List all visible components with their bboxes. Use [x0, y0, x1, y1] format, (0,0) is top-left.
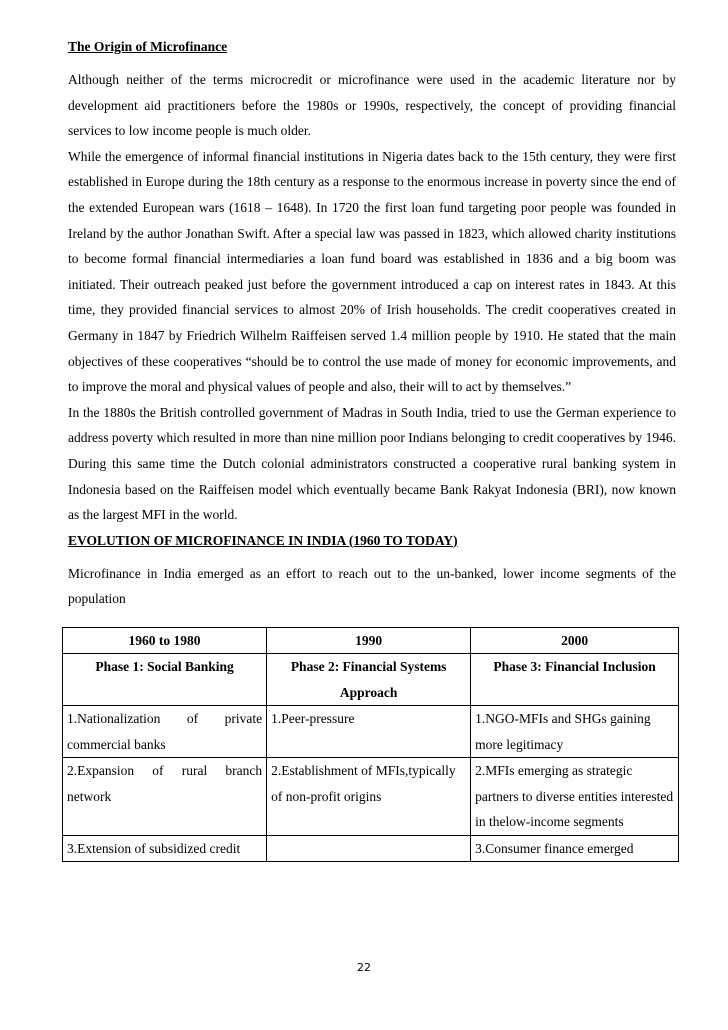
phase-header: Phase 3: Financial Inclusion: [471, 654, 679, 706]
table-header-years: [63, 627, 679, 654]
table-header-phases: [63, 654, 679, 706]
table-cell: [267, 835, 471, 862]
table-cell: 2.Establishment of MFIs,typically of non-profit origins: [267, 758, 471, 836]
table-cell: 1.Nationalization of private commercial banks: [63, 706, 267, 758]
table-cell: 2.Expansion of rural branch network: [63, 758, 267, 836]
phase-header: Phase 1: Social Banking: [63, 654, 267, 706]
section-heading-evolution: EVOLUTION OF MICROFINANCE IN INDIA (1960 TO TODAY): [68, 532, 458, 548]
table-cell: 3.Consumer finance emerged: [471, 835, 679, 862]
spacer: [68, 60, 676, 67]
year-header: 1990: [267, 627, 471, 654]
phases-table: [62, 627, 679, 863]
table-row: [63, 758, 679, 836]
table-cell: 3.Extension of subsidized credit: [63, 835, 267, 862]
paragraph-origin-3: In the 1880s the British controlled government of Madras in South India, tried to use the German experience to address poverty which resulted in more than nine million poor Indians belonging to credit cooperatives by 1946. During this same time the Dutch colonial administrators constructed a cooperative rural banking system in Indonesia based on the Raiffeisen model which eventually became Bank Rakyat Indonesia (BRI), now known as the largest MFI in the world.: [68, 404, 676, 523]
year-header: 2000: [471, 627, 679, 654]
table-cell: 1.NGO-MFIs and SHGs gaining more legitimacy: [471, 706, 679, 758]
table-cell: 1.Peer-pressure: [267, 706, 471, 758]
paragraph-origin-2: While the emergence of informal financial institutions in Nigeria dates back to the 15th century, they were first established in Europe during the 18th century as a response to the enormous increase in poverty since the end of the extended European wars (1618 – 1648). In 1720 the first loan fund targeting poor people was founded in Ireland by the author Jonathan Swift. After a special law was passed in 1823, which allowed charity institutions to become formal financial intermediaries a loan fund board was established in 1836 and a big boom was initiated. Their outreach peaked just before the government introduced a cap on interest rates in 1843. At this time, they provided financial services to almost 20% of Irish households. The credit cooperatives created in Germany in 1847 by Friedrich Wilhelm Raiffeisen served 1.4 million people by 1910. He stated that the main objectives of these cooperatives “should be to control the use made of money for economic improvements, and to improve the moral and physical values of people and also, their will to act by themselves.”: [68, 148, 676, 395]
page-number: 22: [357, 961, 371, 974]
section-heading-origin: The Origin of Microfinance: [68, 39, 228, 54]
paragraph-evolution-intro: Microfinance in India emerged as an effort to reach out to the un-banked, lower income segments of the population: [68, 565, 676, 607]
spacer: [68, 554, 676, 561]
document-page: [68, 34, 676, 862]
paragraph-origin-1: Although neither of the terms microcredit or microfinance were used in the academic literature nor by development aid practitioners before the 1980s or 1990s, respectively, the concept of providing financial services to low income people is much older.: [68, 72, 676, 139]
year-header: 1960 to 1980: [63, 627, 267, 654]
table-cell: 2.MFIs emerging as strategic partners to diverse entities interested in thelow-income segments: [471, 758, 679, 836]
phase-header: Phase 2: Financial Systems Approach: [267, 654, 471, 706]
table-row: [63, 706, 679, 758]
table-row: [63, 835, 679, 862]
